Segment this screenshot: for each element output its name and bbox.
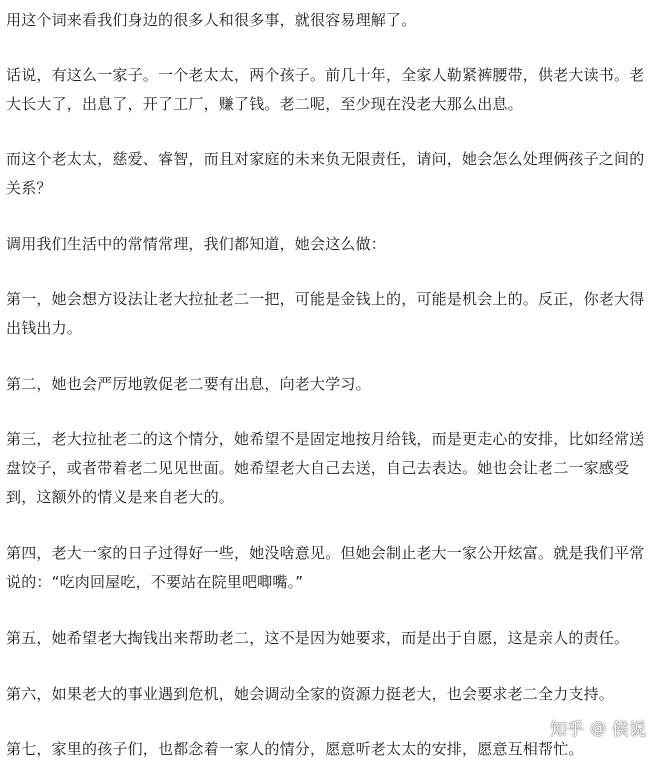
watermark-author: 侯说: [612, 720, 646, 740]
watermark-at: @: [590, 718, 606, 737]
paragraph-4: 调用我们生活中的常情常理，我们都知道，她会这么做：: [6, 235, 387, 253]
paragraph-11: 第七，家里的孩子们，也都念着一家人的情分，愿意听老太太的安排，愿意互相帮忙。: [6, 740, 584, 758]
paragraph-3: 而这个老太太，慈爱、睿智，而且对家庭的未来负无限责任，请问，她会怎么处理俩孩子之间的关系？: [6, 150, 645, 197]
zhihu-watermark: [550, 715, 646, 740]
paragraph-5: 第一，她会想方设法让老大拉扯老二一把，可能是金钱上的，可能是机会上的。反正，你老大得出钱出力。: [6, 290, 645, 337]
paragraph-1: 用这个词来看我们身边的很多人和很多事，就很容易理解了。: [6, 11, 417, 29]
paragraph-10: 第六，如果老大的事业遇到危机，她会调动全家的资源力挺老大，也会要求老二全力支持。: [6, 685, 615, 703]
paragraph-6: 第二，她也会严厉地敦促老二要有出息，向老大学习。: [6, 375, 371, 393]
watermark-site: 知乎: [550, 720, 584, 740]
paragraph-7: 第三，老大拉扯老二的这个情分，她希望不是固定地按月给钱，而是更走心的安排，比如经常送盘饺子，或者带着老二见见世面。她希望老大自己去送，自己去表达。她也会让老二一家感受到，这额外的情义是来自老大的。: [6, 430, 645, 506]
paragraph-8: 第四，老大一家的日子过得好一些，她没啥意见。但她会制止老大一家公开炫富。就是我们平常说的：“吃肉回屋吃，不要站在院里吧唧嘴。”: [6, 544, 645, 591]
paragraph-9: 第五，她希望老大掏钱出来帮助老二，这不是因为她要求，而是出于自愿，这是亲人的责任。: [6, 629, 630, 647]
paragraph-2: 话说，有这么一家子。一个老太太，两个孩子。前几十年，全家人勒紧裤腰带，供老大读书。老大长大了，出息了，开了工厂，赚了钱。老二呢，至少现在没老大那么出息。: [6, 66, 645, 113]
